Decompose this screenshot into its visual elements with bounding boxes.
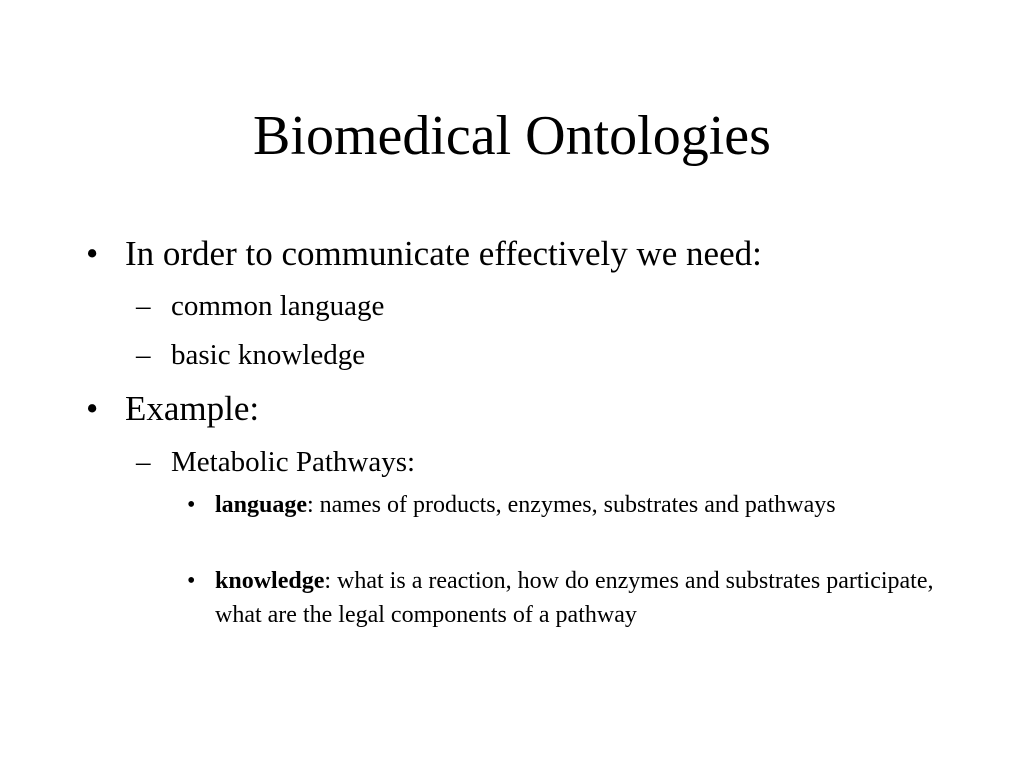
sub-item-text: common language	[171, 290, 385, 322]
bullet-item-example	[0, 387, 1024, 431]
dash-marker: –	[136, 339, 151, 371]
detail-text	[215, 564, 945, 632]
bullet-marker: •	[86, 389, 99, 428]
slide-title: Biomedical Ontologies	[253, 105, 771, 167]
detail-item-knowledge	[0, 564, 1024, 634]
dash-marker: –	[136, 446, 151, 478]
detail-description: : what is a reaction, how do enzymes and substrates participate, what are the legal components of a pathway	[215, 568, 934, 628]
sub-item-common-language	[0, 288, 1024, 324]
sub-item-metabolic-pathways	[0, 444, 1024, 480]
bullet-text: In order to communicate effectively we need:	[125, 234, 762, 273]
bullet-marker: •	[187, 492, 196, 518]
detail-term: language	[215, 492, 308, 518]
bullet-marker: •	[187, 568, 196, 594]
bullet-item-communicate	[0, 232, 1024, 276]
sub-item-text: basic knowledge	[171, 339, 366, 371]
bullet-marker: •	[86, 234, 99, 273]
dash-marker: –	[136, 290, 151, 322]
sub-item-basic-knowledge	[0, 337, 1024, 373]
bullet-text: Example:	[125, 389, 260, 428]
detail-item-language	[0, 488, 1024, 558]
sub-item-text: Metabolic Pathways:	[171, 446, 416, 478]
detail-description: : names of products, enzymes, substrates and pathways	[307, 492, 836, 518]
detail-term: knowledge	[215, 568, 325, 594]
detail-text	[215, 488, 945, 522]
